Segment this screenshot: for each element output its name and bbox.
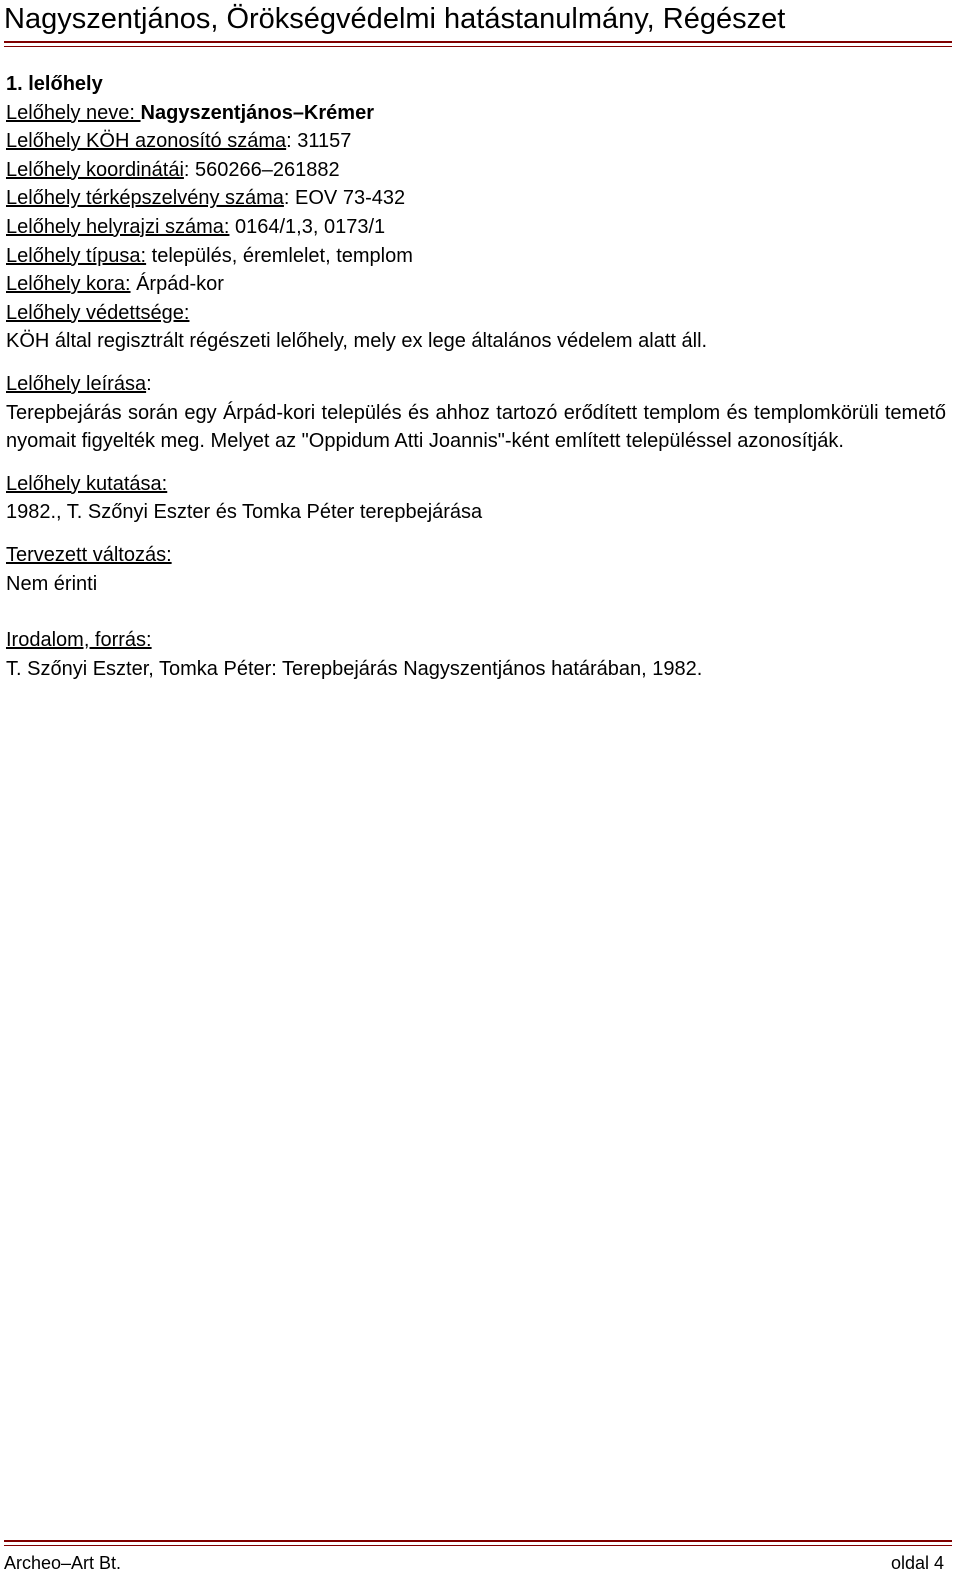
parcel-row xyxy=(6,213,952,242)
description-value: Terepbejárás során egy Árpád-kori település és ahhoz tartozó erődített templom és templomkörüli temető nyomait figyelték meg. Melyet az "Oppidum Atti Joannis"-ként említett településsel azonosítják. xyxy=(6,401,946,453)
planned-change-row xyxy=(6,541,952,570)
type-value: település, éremlelet, templom xyxy=(146,244,413,267)
age-value: Árpád-kor xyxy=(130,273,224,296)
coords-value: : 560266–261882 xyxy=(183,158,340,181)
footer-divider-thin xyxy=(4,1545,952,1546)
map-sheet-row xyxy=(6,184,952,213)
map-sheet-value: : EOV 73-432 xyxy=(283,187,406,210)
protection-label: Lelőhely védettsége: xyxy=(6,301,190,324)
age-label: Lelőhely kora: xyxy=(6,273,131,296)
planned-change-value: Nem érinti xyxy=(6,572,98,595)
spacer xyxy=(6,527,952,541)
koh-id-value: : 31157 xyxy=(286,130,352,153)
map-sheet-label: Lelőhely térképszelvény száma xyxy=(6,187,284,210)
protection-value: KÖH által regisztrált régészeti lelőhely, mely ex lege általános védelem alatt áll. xyxy=(6,330,708,353)
header-divider-thin xyxy=(4,46,952,47)
type-label: Lelőhely típusa: xyxy=(6,244,147,267)
site-record xyxy=(6,70,952,683)
research-label: Lelőhely kutatása: xyxy=(6,472,168,495)
koh-id-label: Lelőhely KÖH azonosító száma xyxy=(6,130,287,153)
page-header-title: Nagyszentjános, Örökségvédelmi hatástanulmány, Régészet xyxy=(4,3,786,35)
site-name-value: Nagyszentjános–Krémer xyxy=(140,101,374,124)
site-heading: 1. lelőhely xyxy=(6,73,103,95)
koh-id-row xyxy=(6,127,952,156)
parcel-label: Lelőhely helyrajzi száma: xyxy=(6,215,230,238)
footer-divider xyxy=(4,1540,952,1542)
literature-value: T. Szőnyi Eszter, Tomka Péter: Terepbejárás Nagyszentjános határában, 1982. xyxy=(6,657,703,680)
header-divider xyxy=(4,41,952,43)
site-name-row xyxy=(6,99,952,128)
description-row xyxy=(6,370,952,399)
type-row xyxy=(6,242,952,271)
age-row xyxy=(6,270,952,299)
parcel-value: 0164/1,3, 0173/1 xyxy=(229,215,386,238)
literature-row xyxy=(6,626,952,655)
footer-company: Archeo–Art Bt. xyxy=(4,1553,122,1573)
description-label: Lelőhely leírása xyxy=(6,372,147,395)
planned-change-label: Tervezett változás: xyxy=(6,543,172,566)
coords-label: Lelőhely koordinátái xyxy=(6,158,184,181)
research-row xyxy=(6,470,952,499)
spacer xyxy=(6,456,952,470)
literature-label: Irodalom, forrás: xyxy=(6,629,152,652)
coords-row xyxy=(6,156,952,185)
research-value: 1982., T. Szőnyi Eszter és Tomka Péter terepbejárása xyxy=(6,501,483,524)
site-name-label: Lelőhely neve: xyxy=(6,101,141,124)
spacer xyxy=(6,356,952,370)
description-colon: : xyxy=(146,372,152,395)
spacer xyxy=(6,598,952,626)
protection-row xyxy=(6,299,952,328)
footer-page-number: oldal 4 xyxy=(890,1553,944,1573)
